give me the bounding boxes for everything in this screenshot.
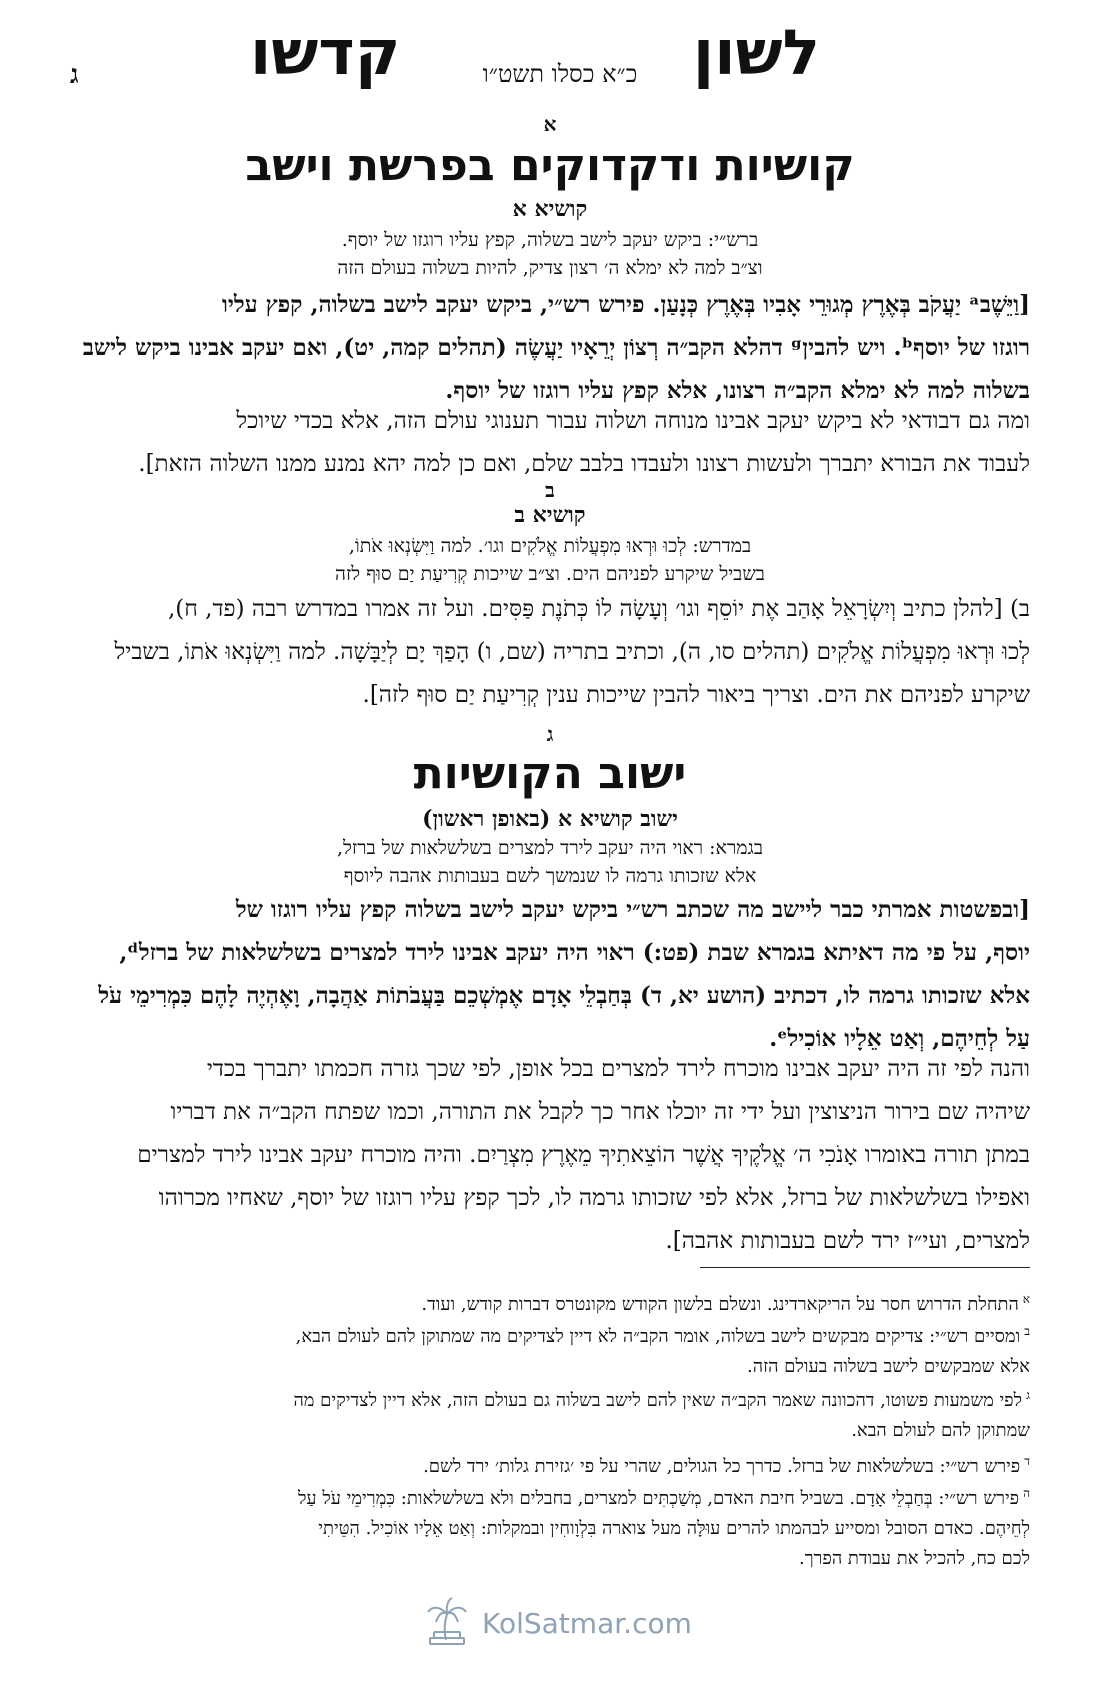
text-line: [ובפשטות אמרתי כבר ליישב מה שכתב רש״י ביקש יעקב לישב בשלוה קפץ עליו רוגזו של [235, 896, 1030, 923]
section-c-title: ישוב הקושיות [413, 748, 687, 799]
section-c-letter: ג [546, 722, 554, 746]
footnote-text: ומסיים רש״י: צדיקים מבקשים לישב בשלוה, אומר הקב״ה לא דיין לצדיקים מה שמתוקן להם לעולם הבא, [295, 1326, 1021, 1347]
footnote-b [70, 1316, 1030, 1382]
text-line: שיהיה שם בירור הניצוצין ועל ידי זה יוכלו אחר כך לקבל את התורה, וכמו שפתח הקב״ה את דבריו [170, 1099, 1030, 1125]
logo-text [482, 1607, 692, 1640]
text-line: רוגזו של יוסףᵇ. ויש להביןᵍ דהלא הקב״ה רְצוֹן יְרֵאָיו יַעֲשֶׂה (תהלים קמה, יט), ואם יעקב אבינו ביקש לישב [82, 334, 1030, 361]
text-line: לעבוד את הבורא יתברך ולעשות רצונו ולעבדו בלבב שלם, ואם כן למה יהא נמנע ממנו השלוה הזאת]. [138, 451, 1030, 477]
summary-line: וצ״ב למה לא ימלא ה׳ רצון צדיק, להיות בשלוה בעולם הזה [337, 257, 763, 279]
footnote-line [70, 1380, 1030, 1416]
text-line: אלא שזכותו גרמה לו, דכתיב (הושע יא, ד) בְּחַבְלֵי אָדָם אֶמְשְׁכֵם בַּעֲבֹתוֹת אַהֲבָה, וָאֶהְיֶה לָהֶם כִּמְרִימֵי עֹל [98, 982, 1030, 1009]
text-line: יוסף, על פי מה דאיתא בגמרא שבת (פט:) ראוי היה יעקב אבינו לירד למצרים בשלשלאות של ברזלᵈ, [119, 939, 1030, 966]
summary-line: במדרש: לְכוּ וּרְאוּ מִפְעֲלוֹת אֱלֹקִים וגו׳. למה וַיִּשְׂנְאוּ אֹתוֹ, [348, 535, 752, 557]
text-line: למצרים, ועי״ז ירד לשם בעבותות אהבה]. [665, 1228, 1030, 1254]
text-line: במתן תורה באומרו אָנֹכִי ה׳ אֱלֹקֶיךָ אֲשֶׁר הוֹצֵאתִיךָ מֵאֶרֶץ מִצְרַיִם. והיה מוכרח יעקב אבינו לירד למצרים [137, 1142, 1030, 1168]
section-c-paragraph-2 [70, 1048, 1030, 1263]
summary-line: אלא שזכותו גרמה לו שנמשך לשם בעבותות אהבה ליוסף [343, 865, 757, 887]
footnote-mark: ג [1026, 1388, 1030, 1402]
summary-line: ברש״י: ביקש יעקב לישב בשלוה, קפץ עליו רוגזו של יוסף. [341, 229, 759, 251]
footnote-text: פירש רש״י: בְּחַבְלֵי אָדָם. בשביל חיבת האדם, מְשַׁכְתִּים למצרים, בחבלים ולא בשלשלאות: כִּמְרִימֵי עֹל עַל [298, 1488, 1020, 1509]
section-b-letter: ב [545, 478, 555, 502]
summary-line: בגמרא: ראוי היה יעקב לירד למצרים בשלשלאות של ברזל, [337, 837, 763, 859]
section-a-paragraph-2 [70, 400, 1030, 486]
footnote-line [70, 1316, 1030, 1352]
footnote-line [70, 1478, 1030, 1514]
palm-tree-books-icon [420, 1594, 474, 1652]
section-a-paragraph-1 [70, 283, 1030, 412]
footnote-mark: ה [1023, 1486, 1030, 1500]
footnote-line [70, 1446, 1030, 1482]
logo-text-main: KolSatmar [482, 1606, 624, 1640]
footnote-e [70, 1478, 1030, 1574]
text-line: ומה גם דבודאי לא ביקש יעקב אבינו מנוחה ושלוה עבור תענוגי עולם הזה, אלא בכדי שיוכל [236, 408, 1030, 434]
text-line: לְכוּ וּרְאוּ מִפְעֲלוֹת אֱלֹקִים (תהלים סו, ה), וכתיב בתריה (שם, ו) הָפַךְ יָם לְיַבָּשָׁה. למה וַיִּשְׂנְאוּ אֹתוֹ, בשביל [114, 639, 1030, 665]
text-line: שיקרע לפניהם את הים. וצריך ביאור להבין שייכות ענין קְרִיעַת יַם סוּף לזה]. [362, 682, 1030, 708]
section-c-paragraph-1 [70, 888, 1030, 1060]
footnote-mark: ב [1024, 1324, 1030, 1338]
section-c-summary [70, 834, 1030, 890]
text-line: ואפילו בשלשלאות של ברזל, אלא לפי שזכותו גרמה לו, לכך קפץ עליו רוגזו של יוסף, שאחיו מכרוהו [158, 1185, 1030, 1211]
text-line: [וַיֵּשֶׁבᵃ יַעֲקֹב בְּאֶרֶץ מְגוּרֵי אָבִיו בְּאֶרֶץ כְּנָעַן. פירש רש״י, ביקש יעקב לישב בשלוה, קפץ עליו [221, 291, 1030, 318]
section-b-summary [70, 532, 1030, 588]
logo-text-suffix: .com [623, 1606, 692, 1640]
section-a-letter: א [543, 112, 557, 136]
footnote-line: שמתוקן להם לעולם הבא. [851, 1420, 1030, 1441]
footnote-text: התחלת הדרוש חסר על הריקארדינג. ונשלם בלשון הקודש מקונטרס דברות קודש, ועוד. [421, 1294, 1019, 1315]
footnote-text: פירש רש״י: בשלשלאות של ברזל. כדרך כל הגולים, שהרי על פי ׳גזירת גלות׳ ירד לשם. [423, 1456, 1021, 1477]
section-c-sub-label: ישוב קושיא א (באופן ראשון) [422, 806, 678, 832]
page-number: ג [70, 60, 79, 90]
section-a-summary [70, 226, 1030, 282]
header-title-right: לשון [692, 16, 820, 89]
section-a-kushia-label: קושיא א [512, 196, 588, 222]
text-line: בשלוה למה לא ימלא הקב״ה רצונו, אלא קפץ עליו רוגזו של יוסף. [445, 377, 1030, 404]
footnote-c [70, 1380, 1030, 1446]
footnote-line [70, 1284, 1030, 1320]
footnote-line: אלא שמבקשים לישב בשלוה בעולם הזה. [747, 1356, 1030, 1377]
summary-line: בשביל שיקרע לפניהם הים. וצ״ב שייכות קְרִיעַת יַם סוּף לזה [335, 563, 765, 585]
section-b-kushia-label: קושיא ב [514, 502, 586, 528]
footnote-divider [700, 1267, 1030, 1268]
footnote-mark: א [1022, 1292, 1030, 1306]
text-line: עַל לְחֵיהֶם, וְאַט אֵלָיו אוֹכִילᵉ. [769, 1025, 1030, 1052]
header-title-left: קדשו [250, 16, 401, 89]
footnote-d [70, 1446, 1030, 1482]
text-line: ב) [להלן כתיב וְיִשְׂרָאֵל אָהַב אֶת יוֹסֵף וגו׳ וְעָשָׂה לוֹ כְּתֹנֶת פַּסִּים. ועל זה אמרו במדרש רבה (פד, ח), [167, 596, 1030, 622]
text-line: והנה לפי זה היה יעקב אבינו מוכרח לירד למצרים בכל אופן, לפי שכך גזרה חכמתו יתברך בכדי [206, 1056, 1030, 1082]
footnote-text: לפי משמעות פשוטו, דהכוונה שאמר הקב״ה שאין להם לישב בשלוה גם בעולם הזה, אלא דיין לצדיקים מה [293, 1390, 1023, 1411]
header-date: כ״א כסלו תשט״ו [482, 60, 638, 88]
footnote-mark: ד [1024, 1454, 1030, 1468]
kolsatmar-logo [420, 1594, 692, 1652]
section-b-paragraph [70, 588, 1030, 717]
footnote-a [70, 1284, 1030, 1320]
footnote-line: לְחֵיהֶם. כאדם הסובל ומסייע לבהמתו להרים עוּלָּה מעל צוארה בִּלְוָוחִין ובמקלות: וְאַט אֵלָיו אוֹכִיל. הִטֵּיתִי [318, 1518, 1030, 1539]
footnote-line: לכם כח, להכיל את עבודת הפרך. [798, 1548, 1030, 1569]
section-a-title: קושיות ודקדוקים בפרשת וישב [245, 140, 855, 191]
